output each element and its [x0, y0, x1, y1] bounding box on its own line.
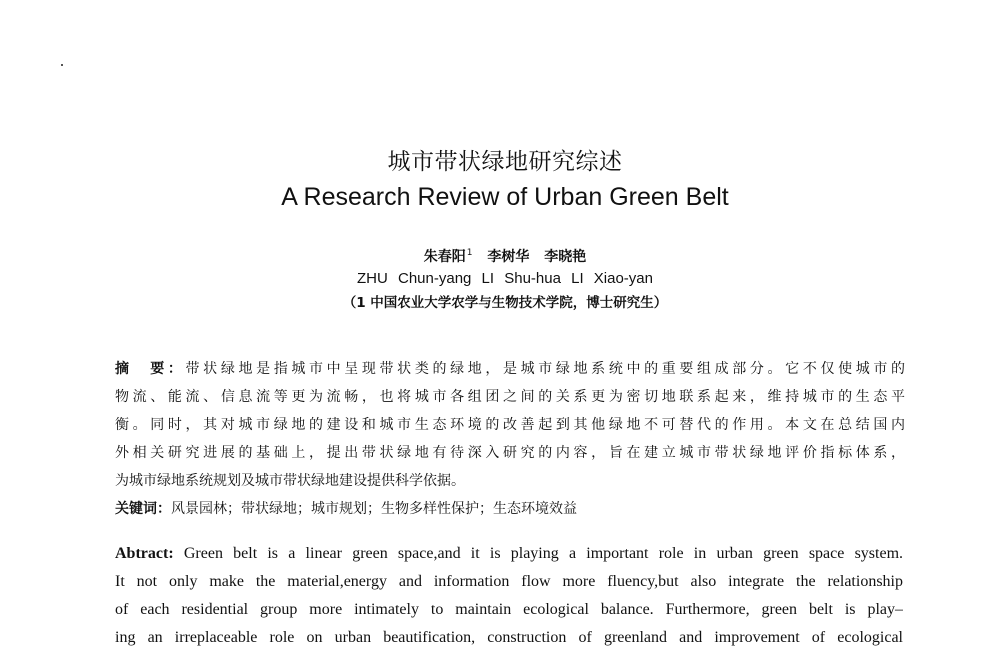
authors-english: ZHU Chun-yang LI Shu-hua LI Xiao-yan [357, 270, 653, 287]
authors-chinese [0, 243, 1000, 267]
abstract-en-line [115, 540, 903, 568]
abstract-english [115, 540, 903, 652]
abstract-en-label: Abtract: [115, 545, 174, 562]
author-zh-1-affil-mark: 1 [466, 248, 473, 258]
abstract-zh-text: 带状绿地是指城市中呈现带状类的绿地，是城市绿地系统中的重要组成部分。它不仅使城市的 [185, 361, 905, 377]
author-zh-3: 李晓艳 [544, 249, 587, 265]
keywords-label: 关键词： [115, 501, 171, 517]
abstract-en-line: of each residential group more intimately to maintain ecological balance. Furthermore, green belt is play– [115, 601, 903, 618]
keywords-text: 风景园林；带状绿地；城市规划；生物多样性保护；生态环境效益 [171, 501, 577, 517]
author-zh-1: 朱春阳 [423, 249, 466, 265]
author-zh-2: 李树华 [487, 249, 530, 265]
abstract-zh-line: 为城市绿地系统规划及城市带状绿地建设提供科学依据。 [115, 473, 465, 489]
abstract-zh-line: 衡。同时，其对城市绿地的建设和城市生态环境的改善起到其他绿地不可替代的作用。本文在总结国内 [115, 417, 905, 433]
title-english: A Research Review of Urban Green Belt [281, 183, 729, 211]
abstract-zh-line: 物流、能流、信息流等更为流畅，也将城市各组团之间的关系更为密切地联系起来，维持城市的生态平 [115, 389, 905, 405]
title-chinese: 城市带状绿地研究综述 [387, 149, 623, 175]
abstract-zh-label: 摘 要： [115, 361, 186, 377]
affiliation: （1 中国农业大学农学与生物技术学院，博士研究生） [342, 295, 668, 311]
abstract-en-text: Green belt is a linear green space,and it is playing a important role in urban green space system. [183, 545, 903, 562]
abstract-chinese [115, 355, 905, 523]
keywords-chinese [115, 495, 905, 523]
abstract-en-line: ing an irreplaceable role on urban beautification, construction of greenland and improvement of ecological [115, 629, 903, 646]
abstract-en-line: It not only make the material,energy and information flow more fluency,but also integrate the relationship [115, 573, 903, 590]
abstract-zh-line: 外相关研究进展的基础上，提出带状绿地有待深入研究的内容，旨在建立城市带状绿地评价指标体系， [115, 445, 905, 461]
scan-speck [61, 64, 63, 66]
abstract-zh-line [115, 355, 905, 383]
